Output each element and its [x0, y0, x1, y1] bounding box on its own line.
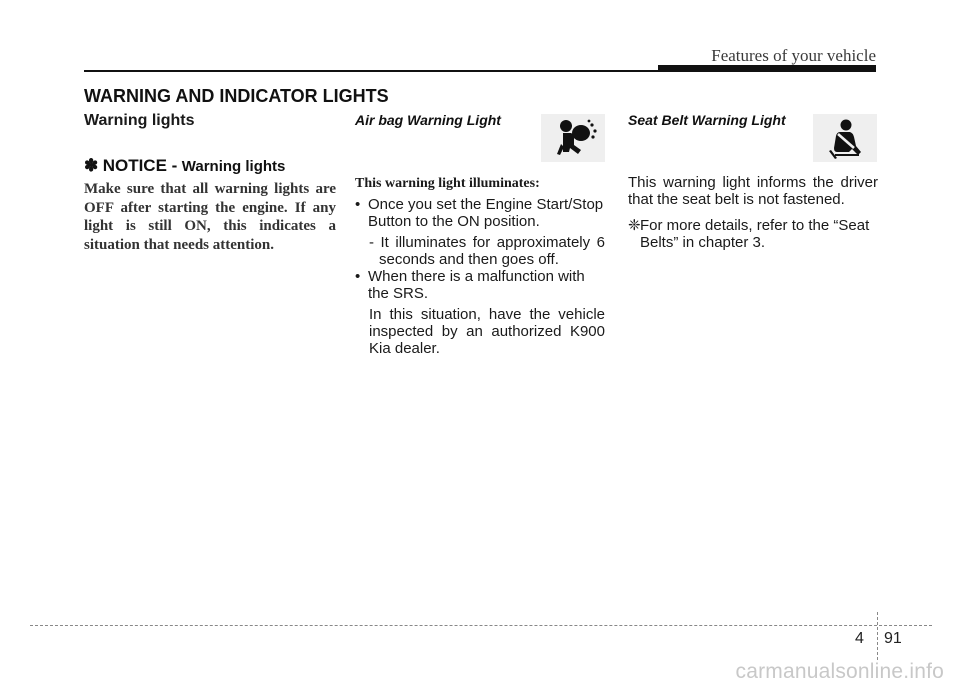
seatbelt-body: This warning light informs the driver that the seat belt is not fastened. [628, 174, 878, 208]
seatbelt-reference-text: For more details, refer to the “Seat Belts” in chapter 3. [640, 217, 870, 251]
notice-label: NOTICE - [102, 156, 178, 175]
airbag-intro: This warning light illuminates: [355, 176, 540, 191]
warning-lights-heading: Warning lights [84, 112, 195, 129]
notice-topic: Warning lights [181, 158, 286, 175]
reference-icon: ❈ [628, 217, 641, 234]
seatbelt-reference [628, 217, 878, 251]
airbag-bullet-2-para: In this situation, have the vehicle inspected by an authorized K900 Kia dealer. [369, 306, 605, 357]
page-number: 91 [884, 630, 902, 647]
list-item [369, 234, 605, 268]
watermark: carmanualsonline.info [735, 660, 944, 683]
section-title: WARNING AND INDICATOR LIGHTS [84, 86, 389, 106]
notice-heading [84, 156, 285, 176]
bullet-mark: • [355, 196, 361, 213]
chapter-number: 4 [855, 630, 864, 647]
footer-rule [30, 625, 932, 626]
list-item [355, 196, 605, 230]
list-item [355, 268, 605, 302]
airbag-bullet-1-sub: - It illuminates for approximately 6 seconds and then goes off. [369, 234, 605, 268]
header-rule [84, 70, 664, 72]
airbag-heading: Air bag Warning Light [355, 112, 501, 128]
notice-body: Make sure that all warning lights are OFF after starting the engine. If any light is still ON, this indicates a situation that needs attention. [84, 181, 336, 253]
header-rule-bar [658, 65, 876, 72]
running-header: Features of your vehicle [711, 46, 876, 65]
airbag-bullet-2: When there is a malfunction with the SRS. [368, 268, 585, 302]
footer-divider [877, 612, 878, 660]
bullet-mark: • [355, 268, 361, 285]
airbag-bullet-1: Once you set the Engine Start/Stop Button to the ON position. [368, 196, 604, 230]
notice-star-icon: ✽ [84, 156, 99, 175]
seatbelt-heading: Seat Belt Warning Light [628, 112, 786, 128]
airbag-warning-icon [541, 114, 605, 162]
seatbelt-warning-icon [813, 114, 877, 162]
